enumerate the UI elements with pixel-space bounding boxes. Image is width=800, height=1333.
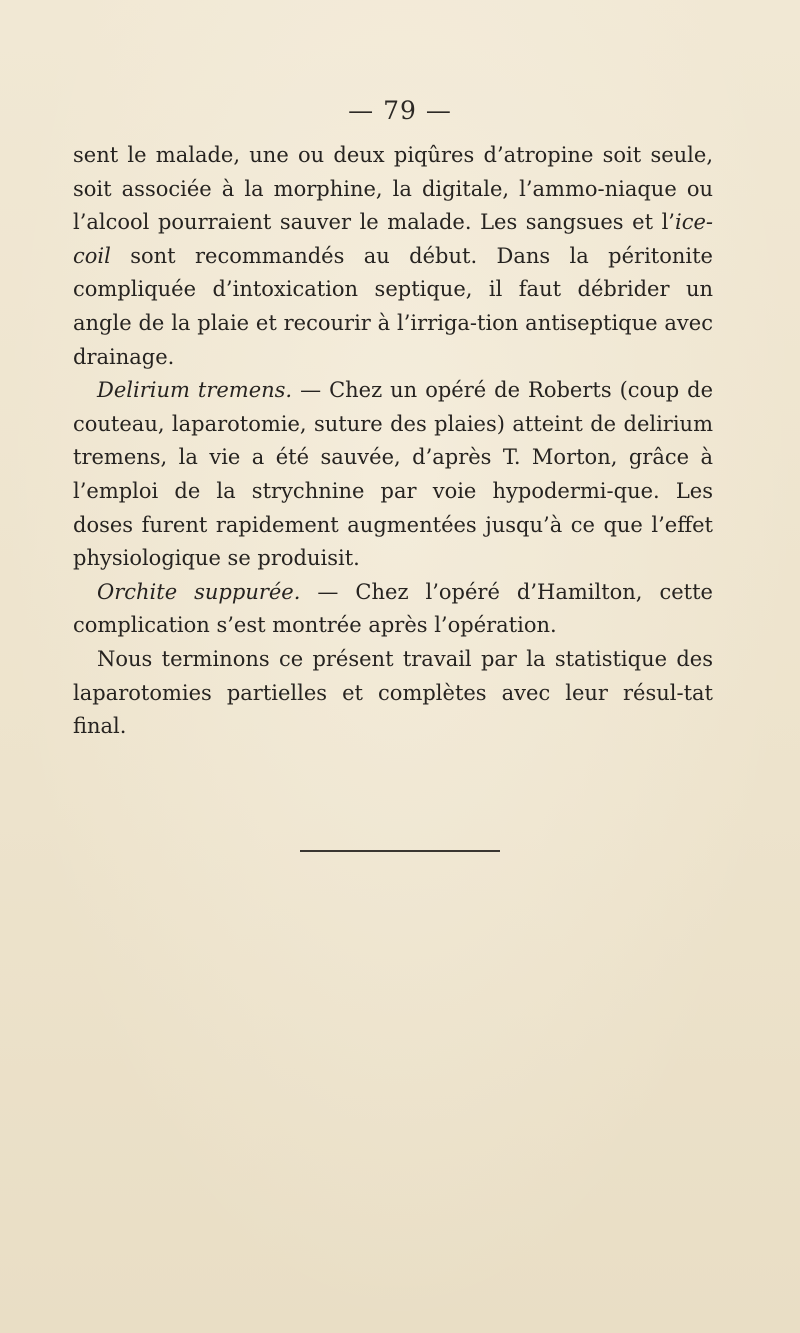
paragraph-3 (73, 576, 713, 643)
end-rule (300, 850, 500, 852)
body-text (73, 139, 713, 744)
paragraph-1-text-b: sont recommandés au début. Dans la péritonite compliquée d’intoxication septique, il faut débrider un angle de la plaie et recourir à l’irriga-tion antiseptique avec drainage. (73, 243, 713, 369)
paragraph-1-text-a: sent le malade, une ou deux piqûres d’atropine soit seule, soit associée à la morphine, la digitale, l’ammo-niaque ou l’alcool pourraient sauver le malade. Les sangsues et l’ (73, 143, 713, 235)
paragraph-4 (73, 643, 713, 744)
paragraph-1 (73, 139, 713, 374)
paragraph-2-text: — Chez un opéré de Roberts (coup de couteau, laparotomie, suture des plaies) atteint de delirium tremens, la vie a été sauvée, d’après T. Morton, grâce à l’emploi de la strychnine par voie hypodermi-que. Les doses furent rapidement augmentées jusqu’à ce que l’effet physiologique se produisit. (73, 378, 713, 571)
paragraph-3-text: — Chez l’opéré d’Hamilton, cette complication s’est montrée après l’opération. (73, 579, 713, 638)
paragraph-2-heading: Delirium tremens. (97, 378, 293, 403)
paragraph-2 (73, 374, 713, 576)
paragraph-3-heading: Orchite suppurée. (97, 579, 301, 604)
paragraph-4-text: Nous terminons ce présent travail par la statistique des laparotomies partielles et complètes avec leur résul-tat final. (73, 646, 713, 739)
page-number: — 79 — (348, 96, 452, 125)
paragraph-1-italic-term: ice-coil (73, 210, 713, 268)
